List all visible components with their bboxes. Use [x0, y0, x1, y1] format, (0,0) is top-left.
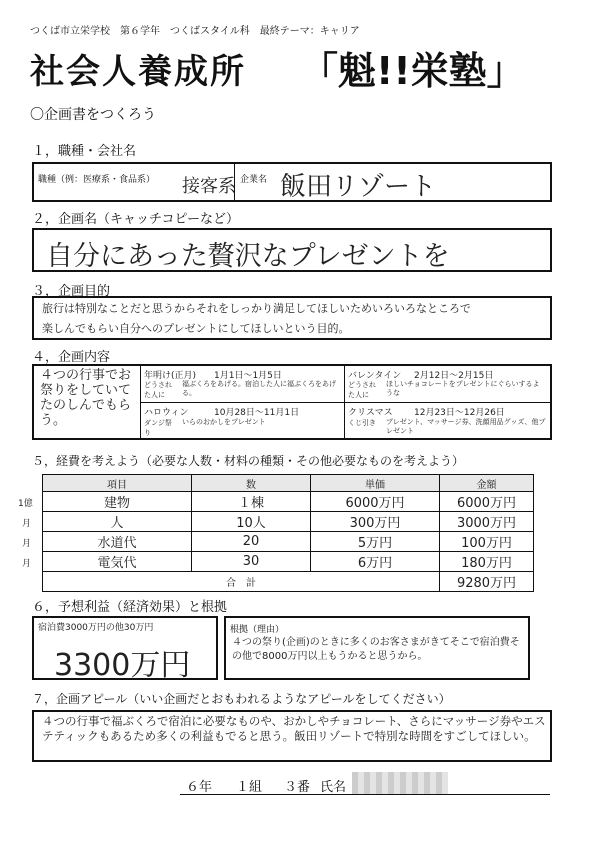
row-unit: 6000万円 [311, 492, 440, 512]
row-amount: 6000万円 [440, 492, 534, 512]
section6-heading: ６，予想利益（経済効果）と根拠 [32, 600, 228, 615]
company-label: 企業名 [240, 175, 268, 185]
col-unit: 単価 [311, 475, 440, 492]
section5-heading: ５，経費を考えよう（必要な人数・材料の種類・その他必要なものを考えよう） [32, 454, 465, 468]
footer-number: ３番 [284, 780, 311, 795]
cost-table [42, 474, 534, 592]
purpose-line2: 楽しんでもらい自分へのプレゼントにしてほしいという目的。 [42, 322, 350, 335]
footer-name-label: 氏名 [320, 780, 347, 795]
content-left-note: ４つの行事でお祭りをしていてたのしんでもらう。 [40, 368, 132, 428]
event-note-halloween: ダンジ祭り [144, 419, 172, 437]
total-value: 9280万円 [440, 572, 534, 592]
col-item: 項目 [43, 475, 192, 492]
purpose-line1: 旅行は特別なことだと思うからそれをしっかり満足してほしいためいろいろなところで [42, 302, 471, 315]
event-note-newyear: どうされた人に [144, 381, 172, 399]
content-box [32, 364, 552, 440]
event-date-halloween: 10月28日～11月1日 [214, 408, 300, 418]
table-row [43, 552, 534, 572]
footer-class: １組 [236, 780, 263, 795]
main-title: 社会人養成所 [30, 52, 246, 92]
plan-name-value: 自分にあった贅沢なプレゼントを [46, 241, 450, 272]
name-redaction [352, 772, 448, 794]
profit-amount: 3300万円 [54, 648, 191, 683]
plan-name-box [32, 228, 552, 272]
footer-grade: ６年 [186, 780, 213, 795]
row-amount: 180万円 [440, 552, 534, 572]
reason-box [224, 616, 530, 680]
event-desc-halloween: いらのおかしをプレゼント [182, 418, 266, 426]
event-desc-valentine: ほしいチョコレートをプレゼントにぐらいするような [386, 380, 540, 397]
company-value: 飯田リゾート [280, 172, 437, 202]
section2-heading: ２，企画名（キャッチコピーなど） [32, 212, 239, 227]
event-date-newyear: 1月1日～1月5日 [214, 371, 282, 381]
job-value: 接客系 [182, 176, 236, 197]
job-label: 職種（例：医療系・食品系） [38, 175, 156, 185]
row-count: １棟 [192, 492, 311, 512]
bracket-title: 「魁!!栄塾」 [300, 49, 525, 93]
total-label: 合 計 [43, 572, 440, 592]
profit-note: 宿泊費3000万円の他30万円 [38, 623, 154, 633]
row-count: 30 [192, 552, 311, 572]
margin-mark-1: 1億 [18, 499, 33, 509]
appeal-box [32, 710, 552, 762]
row-unit: 5万円 [311, 532, 440, 552]
row-unit: 6万円 [311, 552, 440, 572]
footer-underline [180, 794, 550, 795]
col-count: 数 [192, 475, 311, 492]
event-note-valentine: どうされた人に [348, 381, 376, 399]
subtitle: 〇企画書をつくろう [30, 107, 156, 123]
table-row [43, 492, 534, 512]
event-note-christmas: くじ引き [348, 419, 376, 427]
profit-box [32, 616, 218, 683]
job-company-box [32, 162, 552, 202]
row-item: 建物 [43, 492, 192, 512]
margin-mark-3: 月 [22, 539, 32, 549]
row-amount: 100万円 [440, 532, 534, 552]
row-count: 10人 [192, 512, 311, 532]
row-item: 人 [43, 512, 192, 532]
section4-heading: ４，企画内容 [32, 350, 111, 365]
event-name-valentine: バレンタイン [348, 371, 402, 381]
school-line: つくば市立栄学校 第６学年 つくばスタイル科 最終テーマ：キャリア [30, 26, 360, 37]
table-row [43, 512, 534, 532]
table-row [43, 532, 534, 552]
section7-heading: ７，企画アピール（いい企画だとおもわれるようなアピールをしてください） [32, 692, 451, 706]
reason-text: ４つの祭り(企画)のときに多くのお客さまがきてそこで宿泊費その他で8000万円以上もうかると思うから。 [232, 637, 520, 662]
col-amount: 金額 [440, 475, 534, 492]
event-desc-newyear: 福ぶくろをあげる。宿泊した人に福ぶくろをあげる。 [182, 380, 336, 397]
event-name-halloween: ハロウィン [144, 408, 189, 418]
purpose-box [32, 296, 552, 340]
event-name-newyear: 年明け(正月) [144, 371, 197, 381]
event-desc-christmas: プレゼント、マッサージ券、洗顔用品グッズ、他プレゼント [386, 418, 546, 435]
row-item: 電気代 [43, 552, 192, 572]
event-name-christmas: クリスマス [348, 408, 393, 418]
margin-mark-4: 月 [22, 559, 32, 569]
event-date-valentine: 2月12日～2月15日 [414, 371, 494, 381]
section1-heading: １，職種・会社名 [32, 144, 137, 159]
reason-label: 根拠（理由） [230, 625, 285, 635]
row-amount: 3000万円 [440, 512, 534, 532]
row-item: 水道代 [43, 532, 192, 552]
appeal-text: ４つの行事で福ぶくろで宿泊に必要なものや、おかしやチョコレート、さらにマッサージ券やエステティックもあるため多くの利益もでると思う。飯田リゾートで特別な時間をすごしてほしい。 [42, 714, 546, 743]
row-count: 20 [192, 532, 311, 552]
row-unit: 300万円 [311, 512, 440, 532]
total-row [43, 572, 534, 592]
margin-mark-2: 月 [22, 519, 32, 529]
event-date-christmas: 12月23日～12月26日 [414, 408, 505, 418]
section3-heading: ３，企画目的 [32, 284, 111, 299]
